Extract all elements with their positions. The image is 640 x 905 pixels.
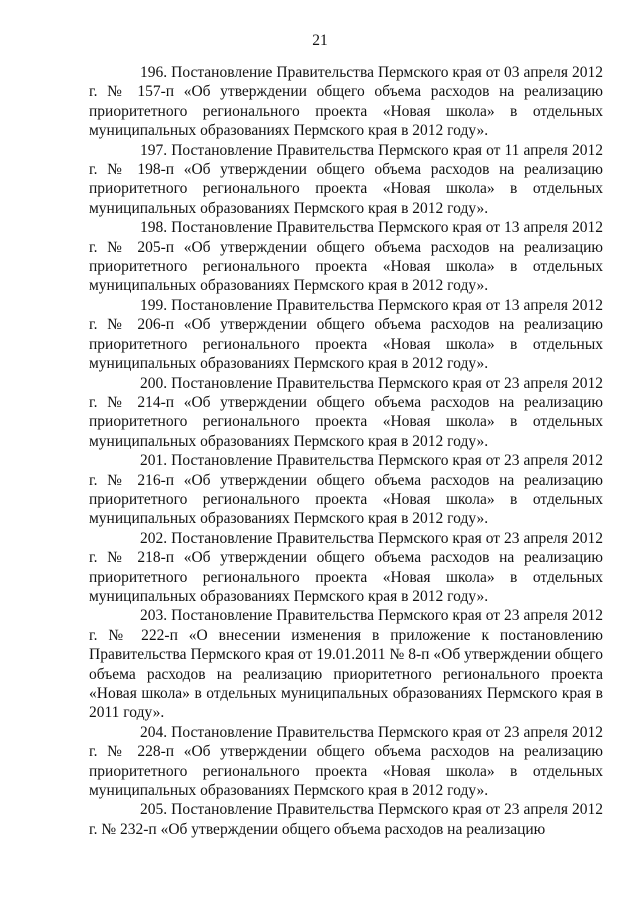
list-item: 198. Постановление Правительства Пермского края от 13 апреля 2012 г. № 205-п «Об утверждении общего объема расходов на реализацию приоритетного регионального проекта «Новая школа» в отдельных муниципальных образованиях Пермского края в 2012 году». [89,219,603,295]
document-list [89,63,603,839]
list-item: 205. Постановление Правительства Пермского края от 23 апреля 2012 г. № 232-п «Об утверждении общего объема расходов на реализацию [89,801,603,838]
list-item: 201. Постановление Правительства Пермского края от 23 апреля 2012 г. № 216-п «Об утверждении общего объема расходов на реализацию приоритетного регионального проекта «Новая школа» в отдельных муниципальных образованиях Пермского края в 2012 году». [89,452,603,528]
list-item: 203. Постановление Правительства Пермского края от 23 апреля 2012 г. № 222-п «О внесении изменения в приложение к постановлению Правительства Пермского края от 19.01.2011 № 8-п «Об утверждении общего объема расходов на реализацию приоритетного регионального проекта «Новая школа» в отдельных муниципальных образованиях Пермского края в 2011 году». [89,607,603,722]
list-item: 204. Постановление Правительства Пермского края от 23 апреля 2012 г. № 228-п «Об утверждении общего объема расходов на реализацию приоритетного регионального проекта «Новая школа» в отдельных муниципальных образованиях Пермского края в 2012 году». [89,723,603,800]
list-item: 200. Постановление Правительства Пермского края от 23 апреля 2012 г. № 214-п «Об утверждении общего объема расходов на реализацию приоритетного регионального проекта «Новая школа» в отдельных муниципальных образованиях Пермского края в 2012 году». [89,374,603,450]
page-number: 21 [312,32,328,49]
list-item: 197. Постановление Правительства Пермского края от 11 апреля 2012 г. № 198-п «Об утверждении общего объема расходов на реализацию приоритетного регионального проекта «Новая школа» в отдельных муниципальных образованиях Пермского края в 2012 году». [89,141,603,217]
list-item: 199. Постановление Правительства Пермского края от 13 апреля 2012 г. № 206-п «Об утверждении общего объема расходов на реализацию приоритетного регионального проекта «Новая школа» в отдельных муниципальных образованиях Пермского края в 2012 году». [89,296,603,373]
list-item: 196. Постановление Правительства Пермского края от 03 апреля 2012 г. № 157-п «Об утверждении общего объема расходов на реализацию приоритетного регионального проекта «Новая школа» в отдельных муниципальных образованиях Пермского края в 2012 году». [89,64,603,140]
list-item: 202. Постановление Правительства Пермского края от 23 апреля 2012 г. № 218-п «Об утверждении общего объема расходов на реализацию приоритетного регионального проекта «Новая школа» в отдельных муниципальных образованиях Пермского края в 2012 году». [89,529,603,605]
